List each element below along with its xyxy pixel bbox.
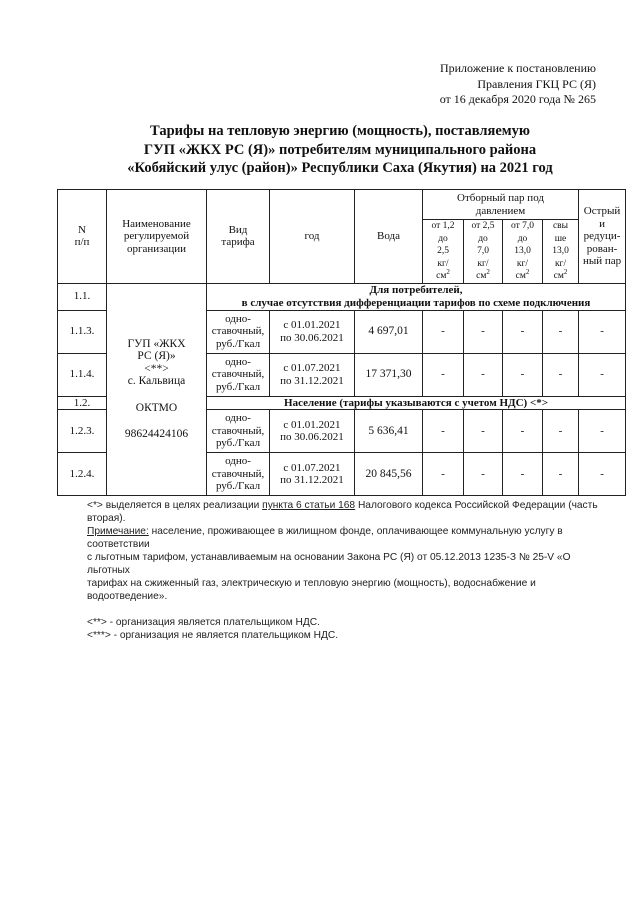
tariff-type: одно- ставочный, руб./Гкал — [207, 453, 270, 496]
pressure-2-value: - — [464, 310, 503, 353]
tariff-table — [57, 189, 626, 496]
header-organization: Наименование регулируемой организации — [107, 190, 207, 284]
footnotes — [87, 499, 607, 642]
section-number: 1.1. — [58, 283, 107, 310]
water-value: 4 697,01 — [355, 310, 423, 353]
sharp-steam-value: - — [579, 310, 626, 353]
pressure-4-value: - — [543, 353, 579, 396]
water-value: 17 371,30 — [355, 353, 423, 396]
pressure-3-value: - — [503, 410, 543, 453]
period: с 01.01.2021 по 30.06.2021 — [270, 410, 355, 453]
row-number: 1.1.4. — [58, 353, 107, 396]
footnote-line: вторая). — [87, 513, 126, 524]
tariff-type: одно- ставочный, руб./Гкал — [207, 410, 270, 453]
footnote-vat-nonpayer: <***> - организация не является плательщиком НДС. — [87, 630, 339, 641]
title-line: «Кобяйский улус (район)» Республики Саха (Якутия) на 2021 год — [127, 160, 553, 176]
section-row — [58, 283, 626, 310]
header-pressure-4: свы ше 13,0 кг/ $см^2$ — [543, 220, 579, 284]
appendix-line: Приложение к постановлению — [439, 61, 596, 75]
header-pressure-2: от 2,5 до 7,0 кг/ $см^2$ — [464, 220, 503, 284]
period: с 01.01.2021 по 30.06.2021 — [270, 310, 355, 353]
appendix-note — [440, 61, 596, 108]
pressure-1-value: - — [423, 310, 464, 353]
pressure-3-value: - — [503, 353, 543, 396]
pressure-2-value: - — [464, 353, 503, 396]
pressure-3-value: - — [503, 310, 543, 353]
title-line: Тарифы на тепловую энергию (мощность), поставляемую — [150, 123, 530, 139]
tariff-type: одно- ставочный, руб./Гкал — [207, 353, 270, 396]
pressure-1-value: - — [423, 353, 464, 396]
footnote-line: тарифах на сжиженный газ, электрическую и тепловую энергию (мощность), водоснабжение и водоотведение». — [87, 578, 536, 602]
row-number: 1.2.4. — [58, 453, 107, 496]
footnote-remark: Примечание: население, проживающее в жилищном фонде, оплачивающее коммунальную услугу в соответствии — [87, 526, 563, 550]
header-tariff-type: Вид тарифа — [207, 190, 270, 284]
sharp-steam-value: - — [579, 410, 626, 453]
section-label: Население (тарифы указываются с учетом НДС) <*> — [207, 396, 626, 410]
appendix-line: Правления ГКЦ РС (Я) — [477, 76, 596, 91]
footnote-line: с льготным тарифом, устанавливаемым на основании Закона РС (Я) от 05.12.2013 1235-З № 25-V «О льготных — [87, 552, 571, 576]
title-line: ГУП «ЖКХ РС (Я)» потребителям муниципального района — [143, 141, 537, 158]
document-title — [80, 122, 600, 178]
period: с 01.07.2021 по 31.12.2021 — [270, 353, 355, 396]
header-sharp-steam: Острый и редуци- рован- ный пар — [579, 190, 626, 284]
pressure-2-value: - — [464, 410, 503, 453]
pressure-1-value: - — [423, 453, 464, 496]
pressure-1-value: - — [423, 410, 464, 453]
organization-cell: ГУП «ЖКХ РС (Я)» <**> с. Кальвица ОКТМО 98624424106 — [107, 283, 207, 496]
header-steam: Отборный пар под давлением — [423, 190, 579, 220]
pressure-3-value: - — [503, 453, 543, 496]
appendix-line: от 16 декабря 2020 года № 265 — [439, 92, 596, 106]
section-label: Для потребителей, в случае отсутствия дифференциации тарифов по схеме подключения — [207, 283, 626, 310]
row-number: 1.1.3. — [58, 310, 107, 353]
header-year: год — [270, 190, 355, 284]
pressure-4-value: - — [543, 453, 579, 496]
footnote-vat-payer: <**> - организация является плательщиком НДС. — [87, 617, 320, 628]
sharp-steam-value: - — [579, 453, 626, 496]
header-water: Вода — [355, 190, 423, 284]
pressure-4-value: - — [543, 310, 579, 353]
water-value: 20 845,56 — [355, 453, 423, 496]
sharp-steam-value: - — [579, 353, 626, 396]
section-number: 1.2. — [58, 396, 107, 410]
header-row — [58, 190, 626, 220]
pressure-2-value: - — [464, 453, 503, 496]
header-pressure-1: от 1,2 до 2,5 кг/ $см^2$ — [423, 220, 464, 284]
tariff-type: одно- ставочный, руб./Гкал — [207, 310, 270, 353]
header-pressure-3: от 7,0 до 13,0 кг/ $см^2$ — [503, 220, 543, 284]
period: с 01.07.2021 по 31.12.2021 — [270, 453, 355, 496]
tax-code-link[interactable]: пункта 6 статьи 168 — [262, 500, 356, 511]
pressure-4-value: - — [543, 410, 579, 453]
water-value: 5 636,41 — [355, 410, 423, 453]
footnote-vat-purpose: <*> выделяется в целях реализации пункта 6 статьи 168 Налогового кодекса Российской Федерации (часть — [87, 500, 598, 511]
row-number: 1.2.3. — [58, 410, 107, 453]
header-number: N п/п — [58, 190, 107, 284]
